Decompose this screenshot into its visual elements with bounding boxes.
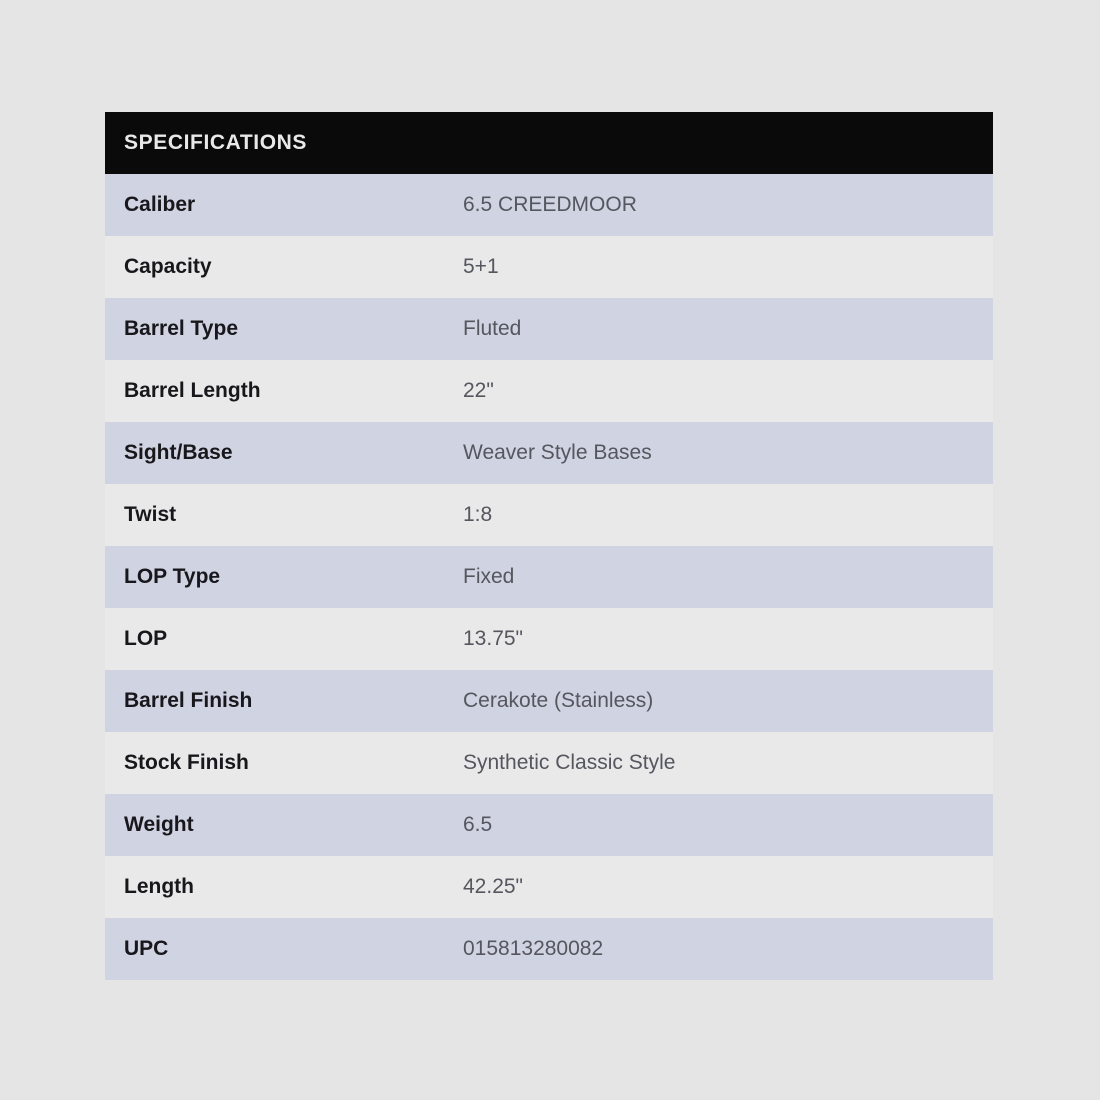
spec-row-label: Barrel Type <box>124 317 238 340</box>
spec-row-value: Fixed <box>463 565 515 588</box>
spec-row-length <box>105 856 993 918</box>
spec-row-label: Caliber <box>124 193 196 216</box>
spec-row-stock-finish <box>105 732 993 794</box>
spec-row-barrel-finish <box>105 670 993 732</box>
spec-row-value: 6.5 CREEDMOOR <box>463 193 637 216</box>
spec-row-lop <box>105 608 993 670</box>
spec-row-value: 015813280082 <box>463 937 604 960</box>
spec-row-value: 13.75" <box>463 627 524 650</box>
spec-row-upc <box>105 918 993 980</box>
spec-row-label: Barrel Finish <box>124 689 253 712</box>
spec-row-label: Weight <box>124 813 194 836</box>
spec-row-sight-base <box>105 422 993 484</box>
spec-row-value: Weaver Style Bases <box>463 441 652 464</box>
spec-row-label: LOP Type <box>124 565 221 588</box>
spec-row-twist <box>105 484 993 546</box>
specifications-title: SPECIFICATIONS <box>124 131 308 154</box>
specifications-header <box>105 112 993 174</box>
spec-row-label: UPC <box>124 937 169 960</box>
spec-row-barrel-length <box>105 360 993 422</box>
spec-row-value: 6.5 <box>463 813 493 836</box>
spec-row-label: Sight/Base <box>124 441 233 464</box>
spec-row-value: Fluted <box>463 317 522 340</box>
spec-row-barrel-type <box>105 298 993 360</box>
spec-row-value: 42.25" <box>463 875 524 898</box>
spec-row-label: Capacity <box>124 255 212 278</box>
spec-row-label: Twist <box>124 503 177 526</box>
spec-row-caliber <box>105 174 993 236</box>
spec-row-capacity <box>105 236 993 298</box>
spec-row-value: 1:8 <box>463 503 493 526</box>
spec-row-weight <box>105 794 993 856</box>
spec-row-value: Synthetic Classic Style <box>463 751 676 774</box>
spec-row-label: Barrel Length <box>124 379 261 402</box>
specifications-table <box>105 112 993 980</box>
spec-row-label: Length <box>124 875 194 898</box>
spec-row-value: 22" <box>463 379 494 402</box>
spec-row-lop-type <box>105 546 993 608</box>
spec-row-value: Cerakote (Stainless) <box>463 689 654 712</box>
spec-row-label: Stock Finish <box>124 751 249 774</box>
spec-row-label: LOP <box>124 627 168 650</box>
spec-row-value: 5+1 <box>463 255 499 278</box>
